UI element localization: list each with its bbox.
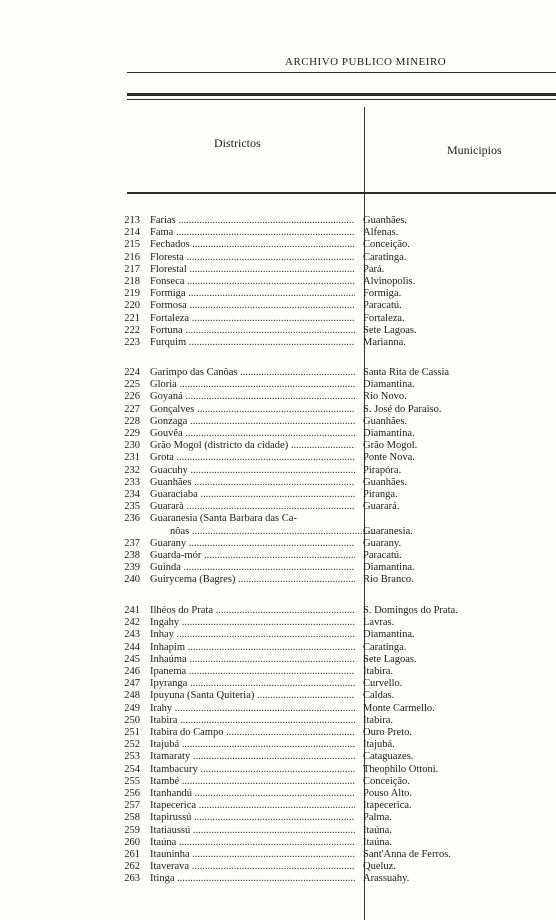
table-row xyxy=(110,538,556,550)
municipio-name: Ponte Nova. xyxy=(363,452,415,464)
table-row xyxy=(110,428,556,440)
municipio-name: Arassuahy. xyxy=(363,873,410,885)
district-number: 215 xyxy=(124,239,140,251)
municipio-name: Formiga. xyxy=(363,288,402,300)
district-number: 220 xyxy=(124,300,140,312)
district-name: Gonçalves ..... xyxy=(150,404,355,416)
district-name: Goyaná ..... xyxy=(150,391,355,403)
district-number: 237 xyxy=(124,537,140,549)
municipio-name: S. Domingos do Prata. xyxy=(363,605,458,616)
municipio-name: Diamantina. xyxy=(363,629,415,641)
table-row xyxy=(110,562,556,574)
district-number: 229 xyxy=(124,428,140,439)
table-row xyxy=(110,861,556,873)
district-name: Inhaúma ..... xyxy=(150,654,355,666)
district-name: Farias ..... xyxy=(150,215,355,227)
district-number: 247 xyxy=(124,678,140,690)
municipio-name: Itaúna. xyxy=(363,824,392,836)
district-number: 235 xyxy=(124,501,140,513)
district-number: 248 xyxy=(124,690,140,702)
district-number: 244 xyxy=(124,641,140,653)
district-name: Guinda ..... xyxy=(150,562,355,574)
district-number: 219 xyxy=(124,288,140,300)
district-number: 234 xyxy=(124,489,140,500)
table-row xyxy=(110,325,556,337)
municipio-name: Diamantina. xyxy=(363,428,415,439)
municipio-name: Fortaleza. xyxy=(363,312,405,324)
district-name: Gloria ..... xyxy=(150,379,355,391)
district-number: 263 xyxy=(124,873,140,885)
table-row xyxy=(110,252,556,264)
district-name: Formiga ..... xyxy=(150,288,355,300)
municipio-name: Pará. xyxy=(363,263,385,275)
municipio-name: Paracatú. xyxy=(363,300,402,312)
district-number: 216 xyxy=(124,251,140,263)
district-number: 253 xyxy=(124,751,140,763)
table-row xyxy=(110,654,556,666)
municipio-name: Rio Novo. xyxy=(363,391,407,403)
column-header-bottom-rule xyxy=(127,192,556,194)
municipio-name: Guaranesia. xyxy=(363,525,413,537)
municipio-name: Guanhães. xyxy=(363,476,408,488)
table-row xyxy=(110,379,556,391)
municipio-name: Ouro Preto. xyxy=(363,727,412,738)
district-number: 245 xyxy=(124,653,140,665)
table-row xyxy=(110,239,556,251)
table-row xyxy=(110,751,556,763)
district-name: Fechados ..... xyxy=(150,239,355,251)
table-row xyxy=(110,873,556,885)
district-number: 261 xyxy=(124,849,140,860)
municipio-name: Queluz. xyxy=(363,861,396,873)
municipio-name: Curvello. xyxy=(363,678,403,690)
district-number: 239 xyxy=(124,562,140,574)
district-number: 258 xyxy=(124,812,140,824)
district-number: 246 xyxy=(124,666,140,677)
municipio-name: Santa Rita de Cassia xyxy=(363,367,450,378)
district-name: Itabira do Campo ..... xyxy=(150,727,355,739)
table-row xyxy=(110,440,556,452)
district-number: 231 xyxy=(124,452,140,464)
municipio-name: Theophilo Ottoni. xyxy=(363,763,439,775)
district-number: 252 xyxy=(124,739,140,751)
district-number: 233 xyxy=(124,476,140,488)
district-number: 240 xyxy=(124,574,140,586)
district-name: Ipuyuna (Santa Quiteria) ..... xyxy=(150,690,355,702)
header-rule-thick xyxy=(127,93,556,96)
district-number: 262 xyxy=(124,861,140,873)
municipio-name: Monte Carmello. xyxy=(363,702,435,714)
municipio-name: Sete Lagoas. xyxy=(363,653,417,665)
table-row xyxy=(110,678,556,690)
table-row xyxy=(110,477,556,489)
municipio-name: Guarará. xyxy=(363,501,400,513)
table-row xyxy=(110,416,556,428)
header-title: ARCHIVO PUBLICO MINEIRO xyxy=(285,56,447,68)
municipio-name: Itajubá. xyxy=(363,739,395,751)
municipio-name: Alfenas. xyxy=(363,227,399,239)
district-number: 250 xyxy=(124,714,140,726)
table-row xyxy=(110,501,556,513)
district-name: Itaverava ..... xyxy=(150,861,355,873)
table-row xyxy=(110,812,556,824)
district-name: Fortaleza ..... xyxy=(150,313,355,325)
table-row xyxy=(110,849,556,861)
district-name: Guaraciaba ..... xyxy=(150,489,355,501)
district-name: Ingahy ..... xyxy=(150,617,355,629)
table-row xyxy=(110,825,556,837)
municipio-name: Pouso Alto. xyxy=(363,788,413,799)
district-number: 213 xyxy=(124,215,140,226)
table-row xyxy=(110,367,556,379)
district-name: Fonseca ..... xyxy=(150,276,355,288)
table-row xyxy=(110,666,556,678)
table-row xyxy=(110,629,556,641)
district-name: Irahy ..... xyxy=(150,703,355,715)
table-row xyxy=(110,276,556,288)
municipio-name: Cataguazes. xyxy=(363,751,414,763)
municipio-name: Guanhães. xyxy=(363,215,408,226)
municipio-name: Caratinga. xyxy=(363,251,407,263)
municipio-name: Itabira. xyxy=(363,666,394,677)
district-name: Guarda-mór ..... xyxy=(150,550,355,562)
table-row xyxy=(110,642,556,654)
municipio-name: Grão Mogol. xyxy=(363,440,418,452)
district-number: 224 xyxy=(124,367,140,378)
district-name: Itaúna ..... xyxy=(150,837,355,849)
district-number: 221 xyxy=(124,312,140,324)
table-row xyxy=(110,391,556,403)
district-name: Guirycema (Bagres) ..... xyxy=(150,574,355,586)
municipio-name: Caratinga. xyxy=(363,641,407,653)
district-name: Itapecerica ..... xyxy=(150,800,355,812)
district-name: nôas ..... xyxy=(170,526,375,538)
district-name: Furquim ..... xyxy=(150,337,355,349)
municipio-name: Lavras. xyxy=(363,617,395,629)
table-row xyxy=(110,513,556,525)
table-row xyxy=(110,690,556,702)
table-row xyxy=(110,837,556,849)
district-number: 242 xyxy=(124,617,140,629)
table-row xyxy=(110,404,556,416)
district-number: 259 xyxy=(124,824,140,836)
table-row xyxy=(110,764,556,776)
table-row xyxy=(110,715,556,727)
district-number: 257 xyxy=(124,800,140,812)
district-name: Garimpo das Canôas ..... xyxy=(150,367,355,379)
table-row xyxy=(110,526,556,538)
table-row xyxy=(110,776,556,788)
municipio-name: Alvinopolis. xyxy=(363,276,416,287)
municipio-name: Marianna. xyxy=(363,337,406,348)
municipio-name: Sant'Anna de Ferros. xyxy=(363,849,451,860)
district-number: 232 xyxy=(124,464,140,476)
district-name: Guacuhy ..... xyxy=(150,465,355,477)
district-name: Ilhéos do Prata ..... xyxy=(150,605,355,617)
municipio-name: Guarany. xyxy=(363,537,402,549)
district-name: Itapirussú ..... xyxy=(150,812,355,824)
district-name: Guararà ..... xyxy=(150,501,355,513)
district-name: Guanhães ..... xyxy=(150,477,355,489)
district-number: 260 xyxy=(124,836,140,848)
district-name: Grão Mogol (districto da cidade) ..... xyxy=(150,440,355,452)
table-row xyxy=(110,605,556,617)
district-name: Fama ..... xyxy=(150,227,355,239)
municipio-name: Pirapóra. xyxy=(363,464,402,476)
municipio-name: Diamantina. xyxy=(363,379,415,391)
municipio-name: Itaúna. xyxy=(363,836,392,848)
district-name: Grota ..... xyxy=(150,452,355,464)
municipio-name: Diamantina. xyxy=(363,562,415,574)
table-row xyxy=(110,550,556,562)
district-name: Ipyranga ..... xyxy=(150,678,355,690)
district-name: Itabira ..... xyxy=(150,715,355,727)
district-name: Itinga ..... xyxy=(150,873,355,885)
municipios-column-header: Municipios xyxy=(447,143,502,157)
table-row xyxy=(110,800,556,812)
district-name: Itatiaussú ..... xyxy=(150,825,355,837)
municipio-name: Caldas. xyxy=(363,690,395,702)
district-name: Itauninha ..... xyxy=(150,849,355,861)
district-name: Gouvêa ..... xyxy=(150,428,355,440)
municipio-name: Conceição. xyxy=(363,775,410,787)
district-number: 227 xyxy=(124,403,140,415)
district-number: 226 xyxy=(124,391,140,403)
table-row xyxy=(110,574,556,586)
municipio-name: Itabira. xyxy=(363,714,394,726)
district-number: 251 xyxy=(124,727,140,738)
district-number: 218 xyxy=(124,276,140,287)
district-number: 228 xyxy=(124,415,140,427)
municipio-name: Palma. xyxy=(363,812,392,824)
table-row xyxy=(110,452,556,464)
municipio-name: Sete Lagoas. xyxy=(363,324,417,336)
table-row xyxy=(110,739,556,751)
district-number: 217 xyxy=(124,263,140,275)
table-row xyxy=(110,617,556,629)
top-rule xyxy=(127,72,556,73)
table-row xyxy=(110,313,556,325)
district-name: Guarany ..... xyxy=(150,538,355,550)
municipio-name: S. José do Paraiso. xyxy=(363,403,442,415)
district-number: 222 xyxy=(124,324,140,336)
district-name: Itambé ..... xyxy=(150,776,355,788)
header-rule-thin xyxy=(127,99,556,100)
table-row xyxy=(110,337,556,349)
district-name: Fortuna ..... xyxy=(150,325,355,337)
municipio-name: Rio Branco. xyxy=(363,574,414,586)
district-number: 225 xyxy=(124,379,140,391)
district-number: 243 xyxy=(124,629,140,641)
district-name: Guaranesia (Santa Barbara das Ca- xyxy=(150,513,297,525)
municipio-name: Guanhães. xyxy=(363,415,408,427)
district-name: Formosa ..... xyxy=(150,300,355,312)
district-number: 249 xyxy=(124,702,140,714)
district-name: Itamaraty ..... xyxy=(150,751,355,763)
district-name: Itajubá ..... xyxy=(150,739,355,751)
district-name: Florestal ..... xyxy=(150,264,355,276)
district-number: 256 xyxy=(124,788,140,799)
table-row xyxy=(110,465,556,477)
district-name: Gonzaga ..... xyxy=(150,416,355,428)
municipio-name: Conceição. xyxy=(363,239,410,251)
table-row xyxy=(110,264,556,276)
table-row xyxy=(110,788,556,800)
table-row xyxy=(110,300,556,312)
table-row xyxy=(110,489,556,501)
table-row xyxy=(110,288,556,300)
municipio-name: Piranga. xyxy=(363,489,398,500)
municipio-name: Itapecerica. xyxy=(363,800,412,812)
district-name: Inhapim ..... xyxy=(150,642,355,654)
district-name: Ipanema ..... xyxy=(150,666,355,678)
district-number: 255 xyxy=(124,775,140,787)
district-number: 241 xyxy=(124,605,140,616)
district-number: 223 xyxy=(124,337,140,348)
district-name: Itanhandú ..... xyxy=(150,788,355,800)
district-number: 238 xyxy=(124,550,140,561)
district-number: 254 xyxy=(124,763,140,775)
district-number: 214 xyxy=(124,227,140,239)
district-name: Itambacury ..... xyxy=(150,764,355,776)
district-name: Inhay ..... xyxy=(150,629,355,641)
district-name: Floresta ..... xyxy=(150,252,355,264)
table-row xyxy=(110,703,556,715)
municipio-name: Paracatú. xyxy=(363,550,402,561)
district-number: 230 xyxy=(124,440,140,452)
table-row xyxy=(110,227,556,239)
table-row xyxy=(110,215,556,227)
district-number: 236 xyxy=(124,513,140,525)
districts-column-header: Districtos xyxy=(214,136,261,150)
table-row xyxy=(110,727,556,739)
